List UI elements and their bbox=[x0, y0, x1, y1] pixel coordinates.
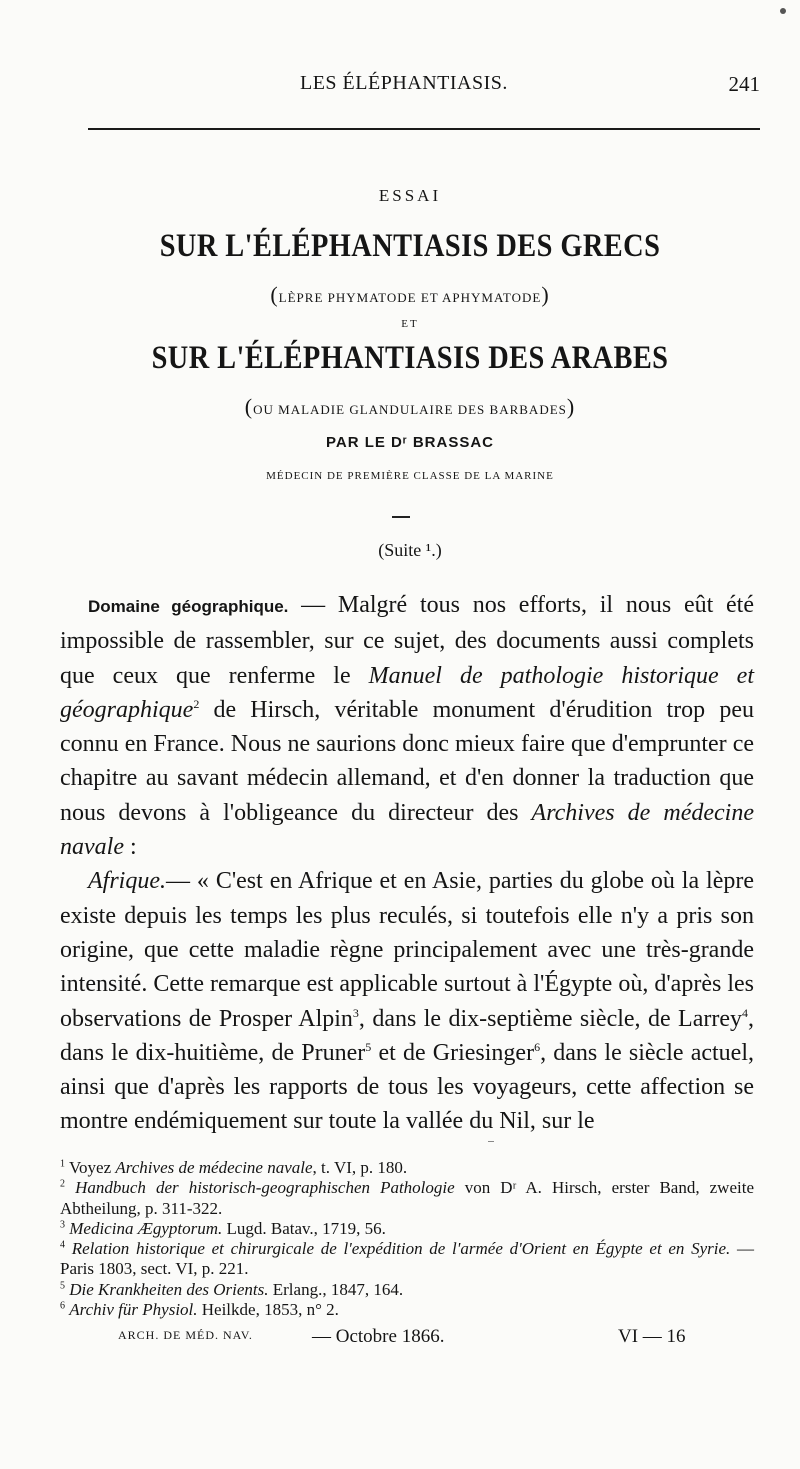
text-span: : bbox=[123, 834, 137, 861]
text-span: von Dʳ A. Hirsch, erster Band, zweite Abtheilung, p. 311-322. bbox=[60, 1178, 754, 1218]
running-head bbox=[60, 72, 760, 102]
footnotes bbox=[60, 1158, 754, 1320]
article-title-2: SUR L'ÉLÉPHANTIASIS DES ARABES bbox=[151, 340, 669, 376]
journal-abbrev: ARCH. DE MÉD. NAV. bbox=[118, 1328, 253, 1342]
footnote-ref: 3 bbox=[352, 1005, 359, 1020]
text-span: — Malgré tous nos efforts, il nous eût été impossible de rassembler, sur ce sujet, des documents aussi complets que ceux que renferme le bbox=[60, 592, 754, 689]
conjunction-et: ET bbox=[401, 318, 419, 330]
running-title: LES ÉLÉPHANTIASIS. bbox=[300, 72, 508, 94]
text-span: , dans le siècle actuel, ainsi que d'après les rapports de tous les voyageurs, cette affection se montre endémiquement sur toute la vallée du Nil, sur le bbox=[60, 1039, 754, 1135]
text-span: et de Griesinger bbox=[371, 1039, 535, 1066]
footnote bbox=[60, 1178, 754, 1219]
footnote bbox=[60, 1300, 754, 1320]
section-afrique: Afrique. bbox=[88, 868, 166, 895]
header-rule bbox=[88, 128, 760, 130]
subtitle-2-text: OU MALADIE GLANDULAIRE DES BARBADES bbox=[253, 402, 567, 417]
footnote-number: 3 bbox=[60, 1219, 65, 1231]
footnote-ref: 6 bbox=[534, 1039, 541, 1054]
author-byline: PAR LE Dʳ BRASSAC bbox=[325, 434, 494, 451]
footnote bbox=[60, 1239, 754, 1280]
citation-title: Archives de médecine navale bbox=[115, 1158, 313, 1177]
scan-speck bbox=[780, 8, 786, 14]
footnote-ref: 4 bbox=[742, 1005, 748, 1020]
footnote-number: 6 bbox=[60, 1300, 65, 1312]
footnote-separator bbox=[488, 1141, 494, 1142]
text-span: Erlang., 1847, 164. bbox=[268, 1279, 404, 1299]
text-span: , dans le dix-huitième, de Pruner bbox=[60, 1005, 754, 1066]
body-text bbox=[60, 588, 754, 1139]
page-number: 241 bbox=[728, 72, 760, 96]
subtitle-1-text: LÈPRE PHYMATODE ET APHYMATODE bbox=[278, 290, 542, 305]
page-footer bbox=[118, 1328, 758, 1352]
footnote-number: 1 bbox=[60, 1158, 65, 1170]
author-role: MÉDECIN DE PREMIÈRE CLASSE DE LA MARINE bbox=[266, 470, 554, 482]
text-span: — Paris 1803, sect. VI, p. 221. bbox=[60, 1239, 755, 1279]
footnote bbox=[60, 1280, 754, 1300]
text-span: , dans le dix-septième siècle, de Larrey bbox=[358, 1005, 742, 1032]
citation-title: Handbuch der historisch-geographischen Pathologie bbox=[75, 1178, 455, 1198]
text-span: Voyez bbox=[68, 1158, 116, 1177]
journal-title: Archives de médecine navale bbox=[60, 799, 754, 861]
article-subtitle-1: (LÈPRE PHYMATODE ET APHYMATODE) bbox=[270, 282, 550, 307]
signature-mark: VI — 16 bbox=[618, 1326, 686, 1347]
article-title-1: SUR L'ÉLÉPHANTIASIS DES GRECS bbox=[159, 228, 661, 264]
book-title: Manuel de pathologie historique et géographique bbox=[60, 662, 755, 723]
citation-title: Relation historique et chirurgicale de l'expédition de l'armée d'Orient en Égypte et en Syrie. bbox=[71, 1239, 731, 1259]
paragraph-afrique bbox=[60, 864, 754, 1138]
citation-title: Archiv für Physiol. bbox=[69, 1300, 198, 1320]
footnote-number: 5 bbox=[60, 1280, 65, 1292]
footnote-ref: 2 bbox=[193, 696, 200, 711]
essai-label: ESSAI bbox=[378, 186, 442, 205]
footnote-number: 4 bbox=[60, 1239, 65, 1251]
citation-title: Die Krankheiten des Orients. bbox=[69, 1279, 269, 1299]
section-dash bbox=[392, 516, 410, 518]
footnote-ref: 5 bbox=[365, 1039, 372, 1054]
footnote bbox=[60, 1219, 754, 1239]
text-span: , t. VI, p. 180. bbox=[312, 1158, 408, 1177]
text-span: Lugd. Batav., 1719, 56. bbox=[222, 1218, 386, 1238]
citation-title: Medicina Ægyptorum. bbox=[69, 1218, 223, 1238]
text-span: — « C'est en Afrique et en Asie, parties du globe où la lèpre existe depuis les temps les plus reculés, si toutefois elle n'y a pris son origine, que cette maladie règne principalement avec une très-grande intensité. Cette remarque est applicable surtout à l'Égypte où, d'après les observations de Prosper Alpin bbox=[60, 868, 754, 1032]
text-span: Heilkde, 1853, n° 2. bbox=[197, 1300, 339, 1320]
text-span: de Hirsch, véritable monument d'érudition trop peu connu en France. Nous ne saurions donc mieux faire que d'emprunter ce chapitre au savant médecin allemand, et d'en donner la traduction que nous devons à l'obligeance du directeur des bbox=[60, 696, 754, 826]
article-subtitle-2: (OU MALADIE GLANDULAIRE DES BARBADES) bbox=[244, 394, 576, 419]
footnote-number: 2 bbox=[60, 1178, 65, 1190]
run-in-heading: Domaine géographique. bbox=[88, 597, 289, 616]
issue-date: — Octobre 1866. bbox=[312, 1326, 445, 1347]
continuation-note: (Suite ¹.) bbox=[378, 540, 442, 560]
footnote bbox=[60, 1158, 754, 1178]
paragraph-domaine bbox=[60, 588, 754, 864]
